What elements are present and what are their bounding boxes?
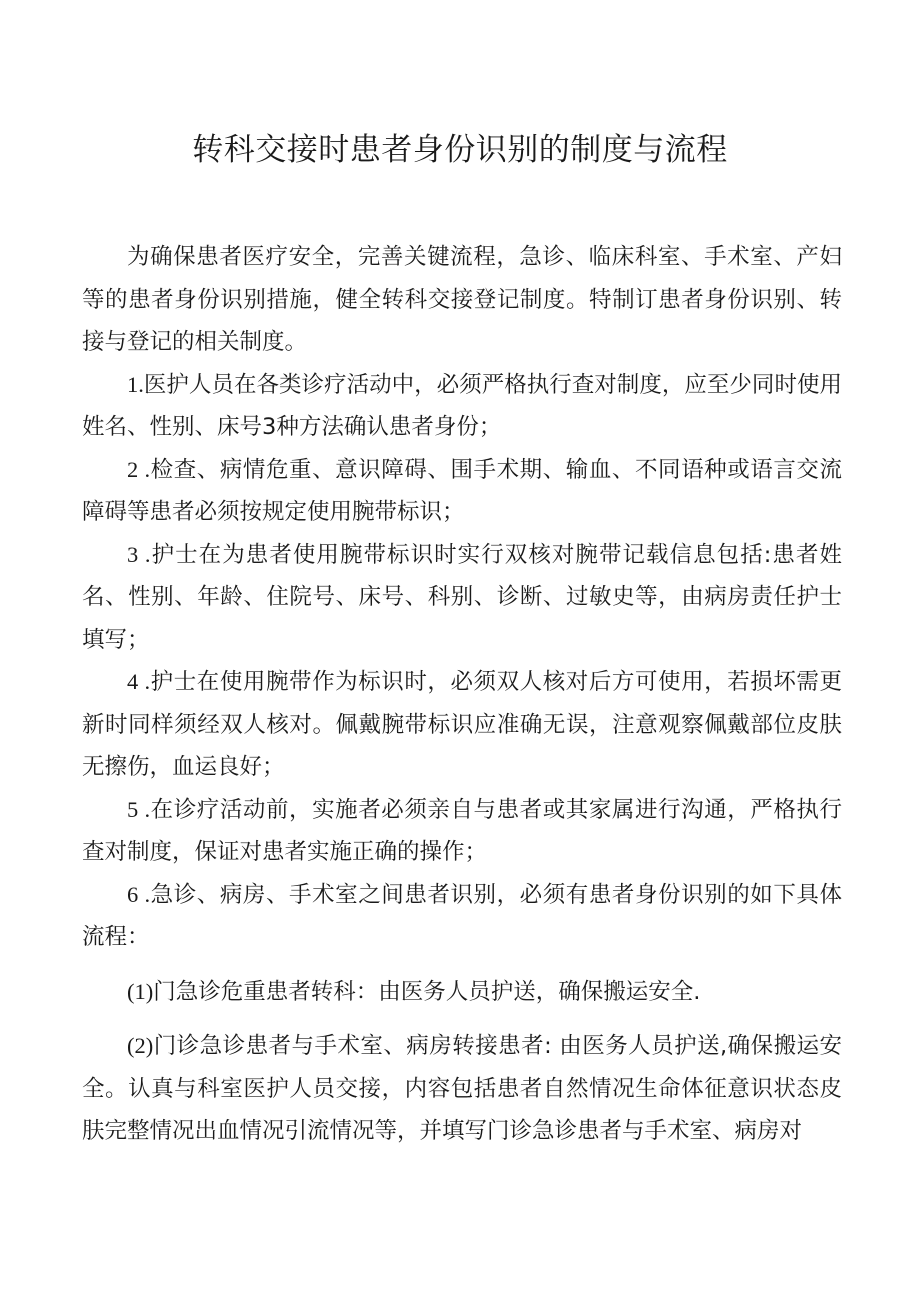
item-text: 医护人员在各类诊疗活动中，必须严格执行查对制度，应至少同时使用姓名、性别、床号3种方法确认患者身份； — [82, 371, 842, 440]
subitem-text: 门急诊危重患者转科：由医务人员护送，确保搬运安全. — [153, 978, 701, 1005]
subitem-text: 门诊急诊患者与手术室、病房转接患者: 由医务人员护送,确保搬运安全。认真与科室医护人员交接，内容包括患者自然情况生命体征意识状态皮肤完整情况出血情况引流情况等，并填写门诊急诊患者与手术室、病房对 — [82, 1033, 842, 1144]
item-text: 护士在使用腕带作为标识时，必须双人核对后方可使用，若损坏需更新时同样须经双人核对。佩戴腕带标识应准确无误，注意观察佩戴部位皮肤无擦伤，血运良好； — [82, 669, 842, 780]
document-body — [82, 236, 842, 1153]
item-text: 急诊、病房、手术室之间患者识别，必须有患者身份识别的如下具体流程： — [82, 881, 842, 950]
subitem-number: (1) — [127, 978, 154, 1004]
intro-paragraph: 为确保患者医疗安全，完善关键流程，急诊、临床科室、手术室、产妇等的患者身份识别措施，健全转科交接登记制度。特制订患者身份识别、转接与登记的相关制度。 — [82, 244, 842, 355]
list-item — [82, 661, 842, 789]
list-item — [82, 449, 842, 534]
document-title: 转科交接时患者身份识别的制度与流程 — [192, 132, 728, 168]
list-item — [82, 534, 842, 662]
item-number: 2 . — [127, 456, 151, 482]
item-text: 在诊疗活动前，实施者必须亲自与患者或其家属进行沟通，严格执行查对制度，保证对患者实施正确的操作； — [82, 796, 842, 865]
sub-list-item — [82, 971, 842, 1014]
list-item — [82, 789, 842, 874]
item-text: 护士在为患者使用腕带标识时实行双核对腕带记载信息包括:患者姓名、性别、年龄、住院号、床号、科别、诊断、过敏史等，由病房责任护士填写； — [82, 541, 842, 653]
subitem-number: (2) — [127, 1033, 154, 1058]
item-number: 4 . — [127, 669, 151, 694]
item-number: 1. — [127, 371, 144, 397]
list-item — [82, 364, 842, 449]
item-text: 检查、病情危重、意识障碍、围手术期、输血、不同语种或语言交流障碍等患者必须按规定使用腕带标识； — [82, 456, 842, 525]
item-number: 6 . — [127, 881, 151, 907]
list-item — [82, 874, 842, 959]
sub-list-item — [82, 1025, 842, 1153]
item-number: 5 . — [127, 796, 151, 822]
item-number: 3 . — [127, 541, 151, 567]
